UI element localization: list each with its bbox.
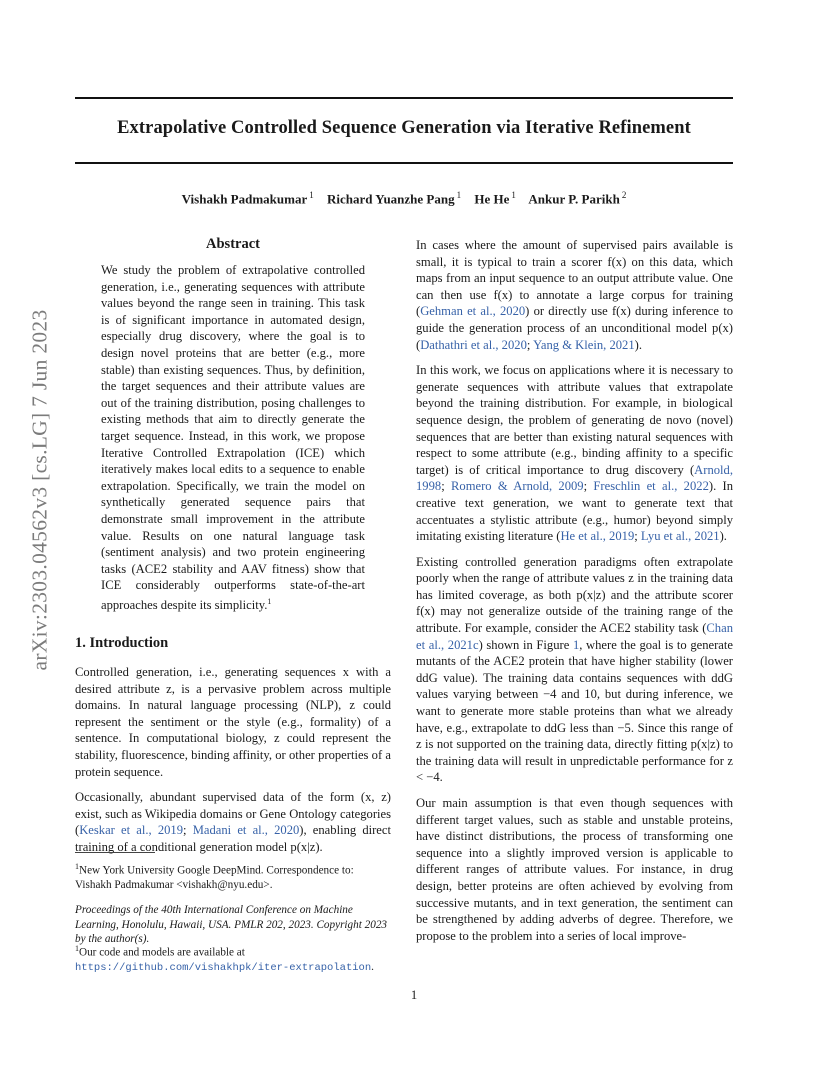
footnote-proceedings [75,903,391,947]
top-rule [75,97,733,99]
author-affiliation: 1 [309,190,314,200]
citation-link[interactable]: Lyu et al., 2021 [640,529,720,544]
citation-link[interactable]: Gehman et al., 2020 [420,304,526,319]
author-affiliation: 1 [511,190,516,200]
author-name: Ankur P. Parikh [528,191,620,207]
text-run: ; [183,823,193,838]
right-column [416,237,733,953]
citation-link[interactable]: Chan et al., 2021c [416,621,733,652]
abstract-body [101,262,365,614]
text-run: ) shown in Figure [478,637,573,652]
footnote-mark: 1 [75,862,79,871]
right-paragraph-4: Our main assumption is that even though sequences with different target values, such as stable and unstable proteins, have distinct distributions, the process of transforming one sequence into a slightly improved version is applicable to different ranges of attribute values. For instance, in drug design, better proteins are often achieved by evolving from successive mutants, and in text generation, the sentiment can be strengthened by adding adverbs of degree. Therefore, we propose to the problem into a series of local improve- [416,796,733,943]
citation-link[interactable]: He et al., 2019 [560,529,635,544]
footnote-affiliations-text: New York University Google DeepMind. Correspondence to: Vishakh Padmakumar <vishakh@nyu.edu>. [75,864,354,892]
author-list [75,190,733,207]
text-run: In this work, we focus on applications where it is necessary to generate sequences with attribute values that extrapolate beyond the training distribution. For example, in biological sequence design, the problem of generating de novo (novel) sequences that are better than existing natural sequences with respect to some attribute (e.g., binding affinity to a specific target) is of critical importance to drug discovery ( [416,363,733,477]
right-paragraph-2: In this work, we focus on applications where it is necessary to generate sequences with attribute values that extrapolate beyond the training distribution. For example, in biological sequence design, the problem of generating de novo (novel) sequences that are better than existing natural sequences with respect to some attribute (e.g., binding affinity to a specific target) is of critical importance to drug discovery (Arnold, 1998; Romero & Arnold, 2009; Freschlin et al., 2022). In creative text generation, we want to generate text that accentuates a stylistic attribute (e.g., humor) beyond simply imitating existing literature (He et al., 2019; Lyu et al., 2021). [416,363,734,544]
footnote-code [75,942,391,976]
arxiv-side-label [20,310,60,670]
text-run: Occasionally, abundant supervised data of the form (x, z) exist, such as Wikipedia domains or Gene Ontology categories ( [75,790,391,838]
text-run: ), enabling direct training of a conditional generation model p(x|z). [75,823,391,854]
text-run: ; [526,337,534,352]
footnote-affiliations [75,860,391,893]
citation-link[interactable]: Dathathri et al., 2020 [420,337,527,352]
text-run: In cases where the amount of supervised pairs available is small, it is typical to train a scorer f(x) on this data, which maps from an input sequence to an output attribute value. One can then use f(x) to annotate a large corpus for training ( [416,238,733,319]
page-number: 1 [410,988,418,1002]
footnote-rule [75,852,155,853]
footnote-mark: 1 [75,944,79,953]
author-name: Vishakh Padmakumar [181,191,308,207]
text-run: ) or directly use f(x) during inference to guide the generation process of an unconditional model p(x) ( [416,304,733,352]
section-heading-introduction: 1. Introduction [75,635,169,651]
text-run: ). [634,337,642,352]
proceedings-text: Proceedings of the 40th International Conference on Machine Learning, Honolulu, Hawaii, USA. PMLR 202, 2023. Copyright 2023 by the author(s). [75,904,388,945]
abstract-footnote-mark: 1 [267,596,272,606]
text-run: Existing controlled generation paradigms often extrapolate poorly when the range of attribute values z in the training data has limited coverage, as both p(x|z) and the attribute scorer f(x) may not generalize outside of the training range of the attribute. For example, consider the ACE2 stability task ( [416,554,733,636]
text-run: ). [719,529,727,544]
intro-column [75,664,391,865]
right-paragraph-1 [416,237,733,353]
right-paragraph-3 [416,554,733,786]
footnote-code-text: Our code and models are available at [79,946,245,959]
text-run: ). In creative text generation, we want to generate text that accentuates a stylistic attribute (e.g., humor) beyond simply imitating existing literature ( [416,479,734,544]
intro-paragraph-1: Controlled generation, i.e., generating sequences x with a desired attribute z, is a pervasive problem across multiple domains. In natural language processing (NLP), z could represent the sentiment or the style (e.g., formality) of a sentence. In computational biology, z could represent the stability, fluorescence, binding affinity, or other properties of a protein sequence. [75,665,391,779]
paper-title: Extrapolative Controlled Sequence Generation via Iterative Refinement [117,118,691,138]
author-name: Richard Yuanzhe Pang [326,191,455,207]
citation-link[interactable]: Romero & Arnold, 2009 [451,479,584,494]
citation-link[interactable]: Yang & Klein, 2021 [533,337,635,352]
citation-link[interactable]: Keskar et al., 2019 [79,823,184,838]
author-affiliation: 1 [456,190,462,200]
abstract-heading: Abstract [206,236,260,252]
citation-link[interactable]: Madani et al., 2020 [192,823,300,838]
text-run: . [371,961,374,974]
abstract-text: We study the problem of extrapolative controlled generation, i.e., generating sequences with attribute values beyond the range seen in training. This task is of significant importance in automated design, especially drug discovery, where the goal is to design novel proteins that are better (e.g., more stable) than existing sequences. Thus, by definition, the target sequences and their attribute values are out of the training distribution, posing challenges to existing methods that aim to directly generate the target sequence. Instead, in this work, we propose Iterative Controlled Extrapolation (ICE) which iteratively makes local edits to a sequence to enable extrapolation. Specifically, we train the model on synthetically generated sequence pairs that demonstrate small improvement in the attribute value. Results on one natural language task (sentiment analysis) and two protein engineering tasks (ACE2 stability and AAV fitness) show that ICE considerably outperforms state-of-the-art approaches despite its simplicity. [101,263,365,613]
text-run: , where the goal is to generate mutants of the ACE2 protein that have higher stability (lower ddG value). The training data contains sequences with ddG values varying between −4 and 10, but during inference, we want to generate more stable proteins than what we already have, e.g., extrapolate to ddG less than −5. Since this range of z is not supported on the training data, directly fitting p(x|z) to the training data will result in unpredictable performance for z < −4. [416,637,733,785]
author-name: He He [474,191,510,207]
citation-link[interactable]: Freschlin et al., 2022 [593,479,709,494]
intro-paragraph-2 [75,789,391,855]
author-affiliation: 2 [621,190,627,200]
figure-reference-link[interactable]: 1 [572,637,580,652]
code-url-link[interactable]: https://github.com/vishakhpk/iter-extrapolation [75,962,372,975]
title-bottom-rule [75,162,733,164]
arxiv-identifier: arXiv:2303.04562v3 [cs.LG] 7 Jun 2023 [27,309,52,671]
citation-link[interactable]: Arnold, 1998 [416,462,733,494]
